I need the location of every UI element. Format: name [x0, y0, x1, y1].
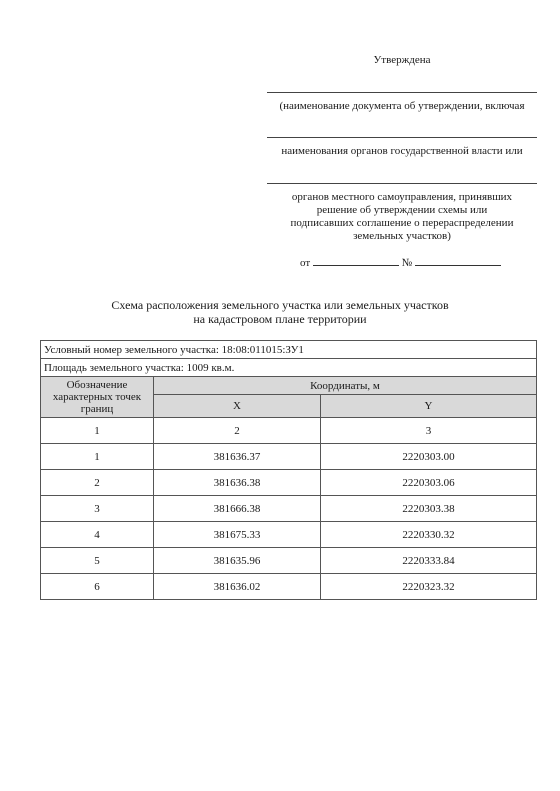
scheme-title [0, 298, 560, 326]
x-cell: 381636.37 [154, 444, 321, 470]
header-y: Y [321, 395, 537, 418]
from-label: от [300, 257, 311, 269]
approval-line-2: наименования органов государственной власти или [281, 145, 523, 157]
y-cell: 2220330.32 [321, 522, 537, 548]
approval-title: Утверждена [373, 54, 431, 66]
approval-line-3: органов местного самоуправления, принявших решение об утверждении схемы или подписавших соглашение о перераспределении земельных участков) [290, 191, 514, 242]
point-cell: 4 [41, 522, 154, 548]
header-x: X [154, 395, 321, 418]
x-cell: 381636.38 [154, 470, 321, 496]
approval-rule-2 [267, 137, 537, 138]
coordinates-table [40, 340, 537, 600]
table-row [41, 470, 537, 496]
scheme-title-line-2: на кадастровом плане территории [193, 312, 367, 326]
table-row [41, 444, 537, 470]
y-cell: 2220303.06 [321, 470, 537, 496]
approval-line-1: (наименование документа об утверждении, включая [279, 100, 525, 112]
approval-rule-1 [267, 92, 537, 93]
point-cell: 2 [41, 470, 154, 496]
y-cell: 2220303.00 [321, 444, 537, 470]
point-cell: 5 [41, 548, 154, 574]
table-row [41, 574, 537, 600]
y-cell: 2220323.32 [321, 574, 537, 600]
date-blank [313, 256, 399, 266]
point-cell: 1 [41, 444, 154, 470]
index-cell: 3 [321, 418, 537, 444]
x-cell: 381635.96 [154, 548, 321, 574]
table-row [41, 522, 537, 548]
header-point-designation: Обозначение характерных точек границ [41, 377, 154, 418]
number-label: № [401, 257, 413, 269]
approval-rule-3 [267, 183, 537, 184]
index-row [41, 418, 537, 444]
cadastral-number: Условный номер земельного участка: 18:08:011015:ЗУ1 [41, 341, 537, 359]
y-cell: 2220333.84 [321, 548, 537, 574]
y-cell: 2220303.38 [321, 496, 537, 522]
point-cell: 6 [41, 574, 154, 600]
number-blank [415, 256, 501, 266]
x-cell: 381636.02 [154, 574, 321, 600]
table-row [41, 496, 537, 522]
x-cell: 381675.33 [154, 522, 321, 548]
scheme-title-line-1: Схема расположения земельного участка или земельных участков [111, 298, 449, 312]
approval-date-number-line [300, 256, 501, 269]
index-cell: 1 [41, 418, 154, 444]
x-cell: 381666.38 [154, 496, 321, 522]
parcel-area: Площадь земельного участка: 1009 кв.м. [41, 359, 537, 377]
header-coordinates: Координаты, м [154, 377, 537, 395]
table-row [41, 548, 537, 574]
point-cell: 3 [41, 496, 154, 522]
index-cell: 2 [154, 418, 321, 444]
